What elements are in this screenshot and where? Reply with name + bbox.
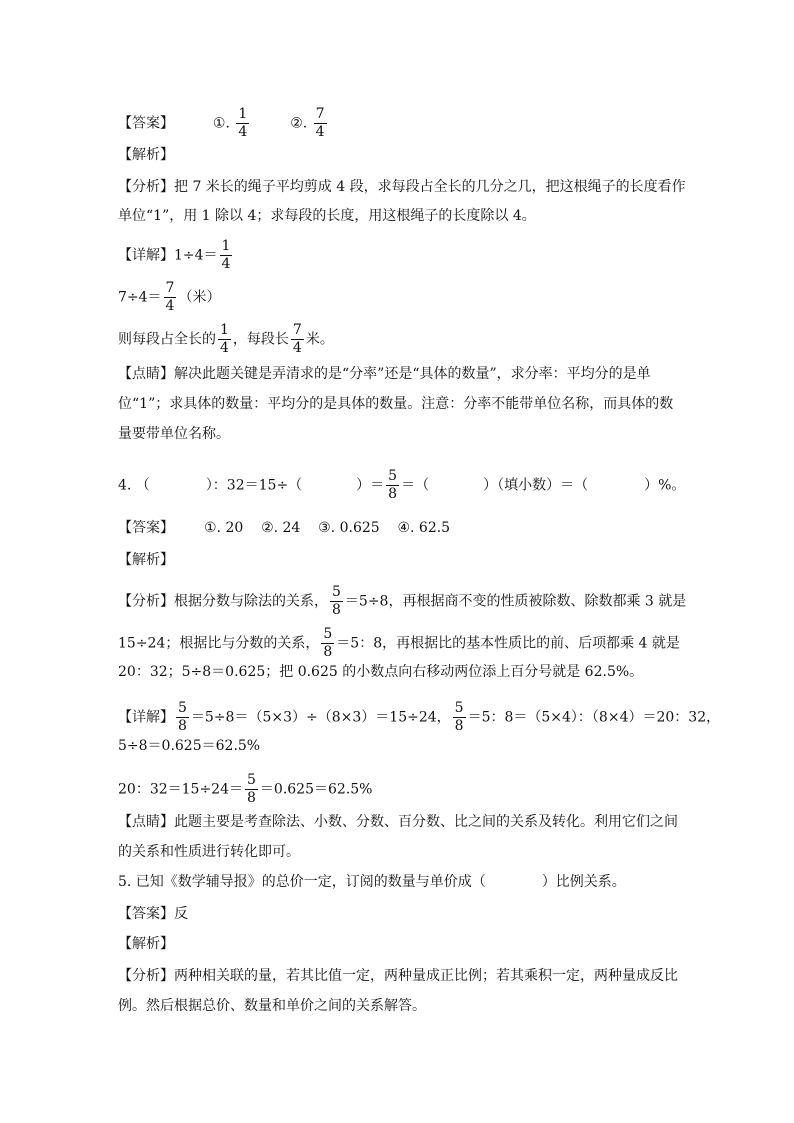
fenxi-tag: 【分析】: [118, 593, 174, 610]
analysis-heading: 【解析】: [118, 147, 174, 163]
analysis-paragraph-line: 【分析】把 7 米长的绳子平均剪成 4 段，求每段占全长的几分之几，把这根绳子的长度看作: [118, 179, 686, 195]
q5-answer-line: 【答案】反: [118, 906, 188, 922]
xiangjie-tag: 【详解】: [118, 709, 174, 726]
answer-mark-2: ②.: [290, 115, 308, 132]
dianjing-line: 量要带单位名称。: [118, 426, 230, 442]
question-4: 4. （ ）：32＝15÷（ ）＝ $\frac{5}{8}$ ＝（ ）（填小数）＝（ ）%。: [118, 468, 686, 502]
answer-tag: 【答案】: [118, 520, 174, 536]
fenxi-tag: 【分析】: [118, 179, 174, 195]
q4-answer-line: 【答案】 ①. 20 ②. 24 ③. 0.625 ④. 62.5: [118, 520, 451, 536]
analysis-paragraph-line: 单位“1”，用 1 除以 4；求每段的长度，用这根绳子的长度除以 4。: [118, 208, 536, 224]
dianjing-tag: 【点睛】: [118, 366, 174, 382]
fraction: $\frac{7}{4}$: [165, 280, 175, 314]
dianjing-line: 【点睛】此题主要是考查除法、小数、分数、百分数、比之间的关系及转化。利用它们之间: [118, 814, 678, 830]
detail-line: 则每段占全长的 $\frac{1}{4}$ ，每段长 $\frac{7}{4}$ 米。: [118, 322, 334, 356]
analysis-paragraph-line: 【分析】根据分数与除法的关系， $\frac{5}{8}$ ＝5÷8，再根据商不变的性质被除数、除数都乘 3 就是: [118, 584, 687, 618]
fraction: $\frac{1}{4}$: [221, 238, 231, 272]
answer-tag: 【答案】: [118, 115, 174, 132]
fraction: $\frac{5}{8}$: [178, 700, 187, 734]
fraction: $\frac{5}{8}$: [454, 700, 464, 734]
detail-line: 7÷4＝ $\frac{7}{4}$ （米）: [118, 280, 221, 314]
analysis-paragraph-line: 例。然后根据总价、数量和单价之间的关系解答。: [118, 998, 426, 1014]
dianjing-line: 【点睛】解决此题关键是弄清求的是“分率”还是“具体的数量”，求分率：平均分的是单: [118, 366, 651, 382]
question-5: 5. 已知《数学辅导报》的总价一定，订阅的数量与单价成（ ）比例关系。: [118, 874, 626, 890]
detail-line: 5÷8＝0.625＝62.5%: [118, 738, 261, 754]
analysis-paragraph-line: 20：32；5÷8＝0.625；把 0.625 的小数点向右移动两位添上百分号就是 62.5%。: [118, 664, 644, 680]
detail-line: 20：32＝15÷24＝ $\frac{5}{8}$ ＝0.625＝62.5%: [118, 772, 373, 806]
fraction: $\frac{5}{8}$: [388, 468, 398, 502]
fenxi-tag: 【分析】: [118, 968, 174, 984]
xiangjie-tag: 【详解】: [118, 247, 174, 264]
analysis-heading: 【解析】: [118, 936, 174, 952]
fraction: $\frac{5}{8}$: [323, 626, 333, 660]
fraction: $\frac{1}{4}$: [238, 106, 248, 140]
fraction: $\frac{1}{4}$: [220, 322, 229, 356]
fraction: $\frac{5}{8}$: [247, 772, 256, 806]
q3-answer-line: [118, 106, 329, 141]
dianjing-line: 位“1”；求具体的数量：平均分的是具体的数量。注意：分率不能带单位名称，而具体的数: [118, 396, 674, 412]
analysis-paragraph-line: 【分析】两种相关联的量，若其比值一定，两种量成正比例；若其乘积一定，两种量成反比: [118, 968, 678, 984]
fraction: $\frac{5}{8}$: [332, 584, 341, 618]
answer-tag: 【答案】: [118, 906, 174, 922]
detail-line: 【详解】 $\frac{5}{8}$ ＝5÷8＝（5×3）÷（8×3）＝15÷24， $\frac{5}{8}$ ＝5：8＝（5×4）：（8×4）＝20：32，: [118, 700, 721, 734]
analysis-heading: 【解析】: [118, 552, 174, 568]
detail-line: 【详解】1÷4＝ $\frac{1}{4}$: [118, 238, 231, 272]
fraction: $\frac{7}{4}$: [292, 322, 302, 356]
analysis-paragraph-line: 15÷24；根据比与分数的关系， $\frac{5}{8}$ ＝5：8，再根据比的基本性质比的前、后项都乘 4 就是: [118, 626, 680, 660]
fraction: $\frac{7}{4}$: [315, 106, 325, 140]
dianjing-tag: 【点睛】: [118, 814, 174, 830]
answer-mark-1: ①.: [212, 115, 230, 132]
dianjing-line: 的关系和性质进行转化即可。: [118, 844, 300, 860]
